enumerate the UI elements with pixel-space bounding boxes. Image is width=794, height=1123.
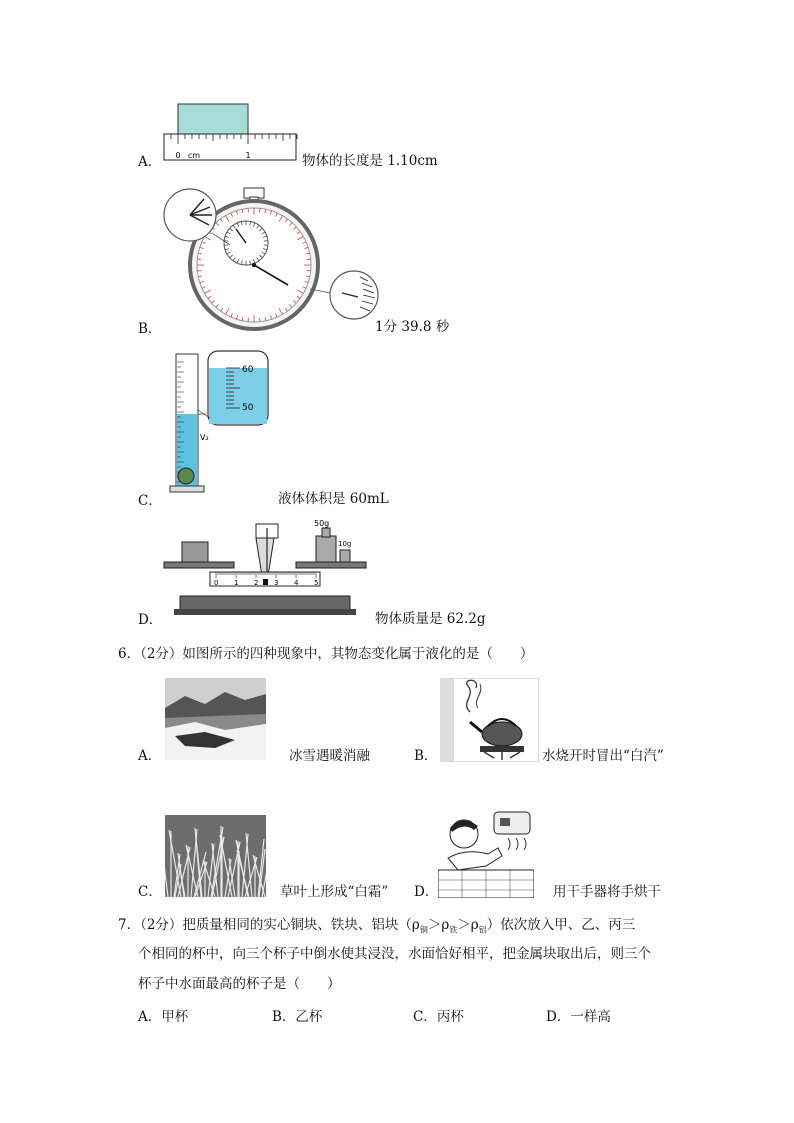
q7-choice-d: D．一样高	[546, 1009, 611, 1025]
q7-choice-c: C．丙杯	[413, 1009, 464, 1025]
measured-block	[178, 104, 248, 136]
option-c-caption: 液体体积是 60mL	[278, 491, 389, 507]
q6-stem: 6．（2分）如图所示的四种现象中，其物态变化属于液化的是（ ）	[118, 646, 534, 662]
q7-line-3: 杯子中水面最高的杯子是（ ）	[138, 976, 341, 992]
weight-10g	[340, 550, 350, 562]
q6-option-a-caption: 冰雪遇暖消融	[289, 748, 370, 764]
q6-option-d-letter: D．	[414, 884, 439, 900]
option-a-caption: 物体的长度是 1.10cm	[302, 153, 438, 169]
ruler-figure	[160, 100, 300, 166]
cylinder-figure	[162, 348, 274, 496]
rider	[263, 579, 268, 585]
mag-mark-60: 60	[242, 365, 254, 375]
q6-option-b-caption: 水烧开时冒出“白汽”	[542, 748, 664, 764]
right-pan	[296, 562, 366, 568]
option-c-letter: C．	[138, 493, 162, 509]
q6-option-c-letter: C．	[138, 884, 162, 900]
q7-line-1	[118, 919, 635, 935]
beam-scale-digit: 4	[294, 579, 299, 587]
ruler-mark-1: 1	[245, 151, 251, 160]
balance-figure	[160, 516, 370, 620]
option-d-letter: D．	[138, 612, 163, 628]
q7-line-1-start: 7．（2分）把质量相同的实心铜块、铁块、铝块（ρ	[118, 917, 420, 933]
ruler-mark-0: 0	[175, 151, 181, 160]
beam-scale-digit: 2	[254, 579, 259, 587]
beam-scale-digit: 1	[234, 579, 239, 587]
q7-gt-1: ＞ρ	[427, 917, 450, 933]
q6-option-c-caption: 草叶上形成“白霜”	[280, 884, 389, 900]
beam-scale-digit: 5	[314, 579, 319, 587]
weight-10g-label: 10g	[338, 540, 352, 548]
v2-label: V₂	[200, 433, 209, 442]
option-b-caption: 1分 39.8 秒	[375, 319, 450, 335]
measured-object	[182, 542, 208, 562]
q7-line-2: 个相同的杯中，向三个杯子中倒水使其浸没，水面恰好相平，把金属块取出后，则三个	[138, 946, 651, 962]
q6-option-b-letter: B．	[414, 748, 438, 764]
q6-option-a-letter: A．	[138, 748, 162, 764]
q7-line-1-end: ）依次放入甲、乙、丙三	[486, 917, 636, 933]
mag-mark-50: 50	[242, 403, 254, 413]
option-d-caption: 物体质量是 62.2g	[375, 611, 486, 627]
beam-scale-digit: 0	[214, 579, 219, 587]
left-pan	[164, 562, 234, 568]
q7-sub-aluminum: 铝	[478, 925, 487, 935]
stopwatch-figure	[160, 185, 380, 340]
q6-option-d-caption: 用干手器将手烘干	[553, 884, 661, 900]
hand-dryer-figure	[438, 808, 534, 898]
submerged-object	[178, 468, 194, 484]
kettle-steam-figure	[440, 678, 539, 762]
balance-base	[180, 596, 350, 610]
option-b-letter: B．	[138, 321, 162, 337]
beam-scale-digit: 3	[274, 579, 279, 587]
weight-50g-label: 50g	[314, 519, 330, 528]
frost-grass-photo	[165, 815, 266, 897]
option-a-letter: A．	[138, 154, 162, 170]
second-magnifier	[330, 271, 378, 319]
weight-50g	[316, 536, 336, 562]
q7-choice-b: B．乙杯	[272, 1009, 323, 1025]
snow-melting-photo	[165, 678, 266, 760]
q7-sub-iron: 铁	[449, 925, 458, 935]
q7-sub-copper: 铜	[419, 925, 428, 935]
q7-choice-a: A．甲杯	[138, 1009, 189, 1025]
ruler-unit: cm	[187, 151, 201, 160]
q7-gt-2: ＞ρ	[457, 917, 479, 933]
